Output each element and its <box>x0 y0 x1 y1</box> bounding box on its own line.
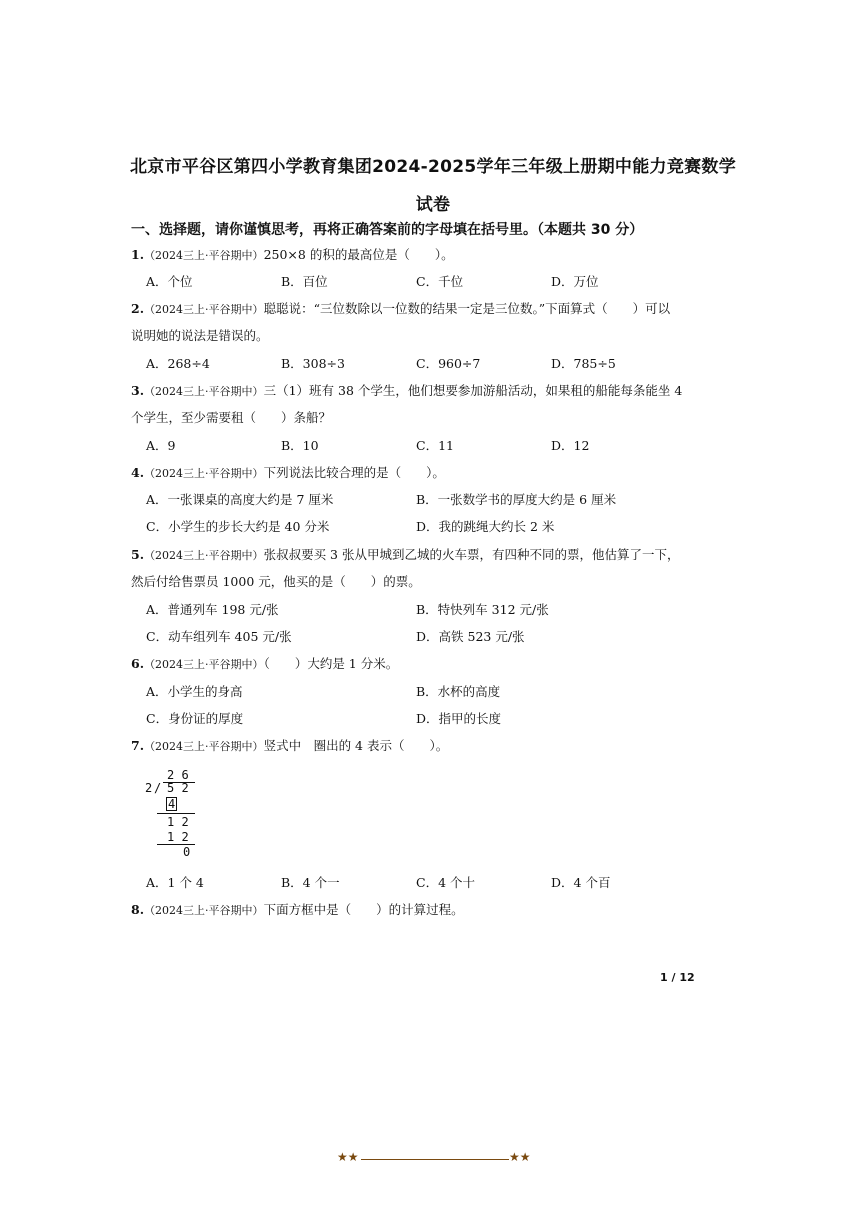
question-tag: （2024三上·平谷期中） <box>144 740 264 753</box>
question-tag: （2024三上·平谷期中） <box>144 385 264 398</box>
question-tag: （2024三上·平谷期中） <box>144 303 264 316</box>
option-c: C．4 个十 <box>416 875 475 890</box>
question-tag: （2024三上·平谷期中） <box>144 658 264 671</box>
question-number: 7. <box>131 738 145 753</box>
option-b: B．百位 <box>281 274 328 289</box>
option-a: A．一张课桌的高度大约是 7 厘米 <box>146 492 334 507</box>
question-number: 3. <box>131 383 145 398</box>
option-c: C．身份证的厚度 <box>146 711 244 726</box>
question-4 <box>131 463 731 481</box>
question-text: 250×8 的积的最高位是（ ）。 <box>263 247 454 262</box>
question-number: 1. <box>131 247 145 262</box>
option-a: A．普通列车 198 元/张 <box>146 602 279 617</box>
question-number: 4. <box>131 465 145 480</box>
exam-title: 北京市平谷区第四小学教育集团2024-2025学年三年级上册期中能力竞赛数学 <box>129 157 737 177</box>
question-tag: （2024三上·平谷期中） <box>144 904 264 917</box>
option-d: D．万位 <box>551 274 599 289</box>
division-step: 1 2 <box>167 815 189 829</box>
question-tag: （2024三上·平谷期中） <box>144 549 264 562</box>
question-7 <box>131 736 731 754</box>
option-b: B．一张数学书的厚度大约是 6 厘米 <box>416 492 617 507</box>
exam-title-cont: 试卷 <box>415 195 451 215</box>
question-text: （ ）大约是 1 分米。 <box>263 656 399 671</box>
division-line <box>157 813 195 814</box>
option-d: D．高铁 523 元/张 <box>416 629 525 644</box>
option-d: D．4 个百 <box>551 875 611 890</box>
question-tag: （2024三上·平谷期中） <box>144 249 264 262</box>
division-quotient: 2 6 <box>167 768 189 782</box>
option-d: D．785÷5 <box>551 356 616 371</box>
question-text: 下列说法比较合理的是（ ）。 <box>263 465 445 480</box>
question-number: 5. <box>131 547 145 562</box>
page-number: 1 / 12 <box>660 971 695 984</box>
footer-rule <box>361 1159 509 1160</box>
section-heading: 一、选择题，请你谨慎思考，再将正确答案前的字母填在括号里。（本题共 30 分） <box>131 222 644 238</box>
footer-ornament <box>337 1150 537 1170</box>
option-a: A．1 个 4 <box>146 875 204 890</box>
long-division-figure <box>145 768 205 860</box>
option-d: D．我的跳绳大约长 2 米 <box>416 519 555 534</box>
question-text: 竖式中 圈出的 4 表示（ ）。 <box>263 738 449 753</box>
question-2 <box>131 299 731 317</box>
question-3 <box>131 381 731 399</box>
option-b: B．308÷3 <box>281 356 345 371</box>
question-8 <box>131 900 731 918</box>
circled-digit: 4 <box>168 797 176 811</box>
question-text: 聪聪说：“三位数除以一位数的结果一定是三位数。”下面算式（ ）可以 <box>263 301 671 316</box>
option-c: C．11 <box>416 438 454 453</box>
question-1 <box>131 245 731 263</box>
option-d: D．12 <box>551 438 590 453</box>
option-c: C．小学生的步长大约是 40 分米 <box>146 519 330 534</box>
option-b: B．10 <box>281 438 319 453</box>
option-d: D．指甲的长度 <box>416 711 502 726</box>
division-step: 1 2 <box>167 830 189 844</box>
division-dividend: 5 2 <box>167 781 189 795</box>
question-number: 8. <box>131 902 145 917</box>
question-3-cont: 个学生，至少需要租（ ）条船？ <box>131 410 332 425</box>
option-c: C．动车组列车 405 元/张 <box>146 629 292 644</box>
division-bracket: / <box>154 781 162 795</box>
option-a: A．268÷4 <box>146 356 210 371</box>
option-a: A．9 <box>146 438 176 453</box>
option-c: C．千位 <box>416 274 464 289</box>
division-divisor: 2 <box>145 781 153 795</box>
question-number: 6. <box>131 656 145 671</box>
option-b: B．水杯的高度 <box>416 684 501 699</box>
star-icon: ★★ <box>337 1150 359 1164</box>
option-a: A．个位 <box>146 274 193 289</box>
division-remainder: 0 <box>183 845 191 859</box>
question-number: 2. <box>131 301 145 316</box>
question-text: 张叔叔要买 3 张从甲城到乙城的火车票，有四种不同的票，他估算了一下， <box>263 547 680 562</box>
question-2-cont: 说明她的说法是错误的。 <box>131 328 269 343</box>
option-c: C．960÷7 <box>416 356 481 371</box>
question-text: 三（1）班有 38 个学生，他们想要参加游船活动，如果租的船能每条能坐 4 <box>263 383 683 398</box>
question-5-cont: 然后付给售票员 1000 元，他买的是（ ）的票。 <box>131 574 421 589</box>
question-6 <box>131 654 731 672</box>
option-a: A．小学生的身高 <box>146 684 243 699</box>
option-b: B．特快列车 312 元/张 <box>416 602 549 617</box>
question-text: 下面方框中是（ ）的计算过程。 <box>263 902 464 917</box>
question-tag: （2024三上·平谷期中） <box>144 467 264 480</box>
question-5 <box>131 545 731 563</box>
star-icon: ★★ <box>509 1150 531 1164</box>
option-b: B．4 个一 <box>281 875 340 890</box>
